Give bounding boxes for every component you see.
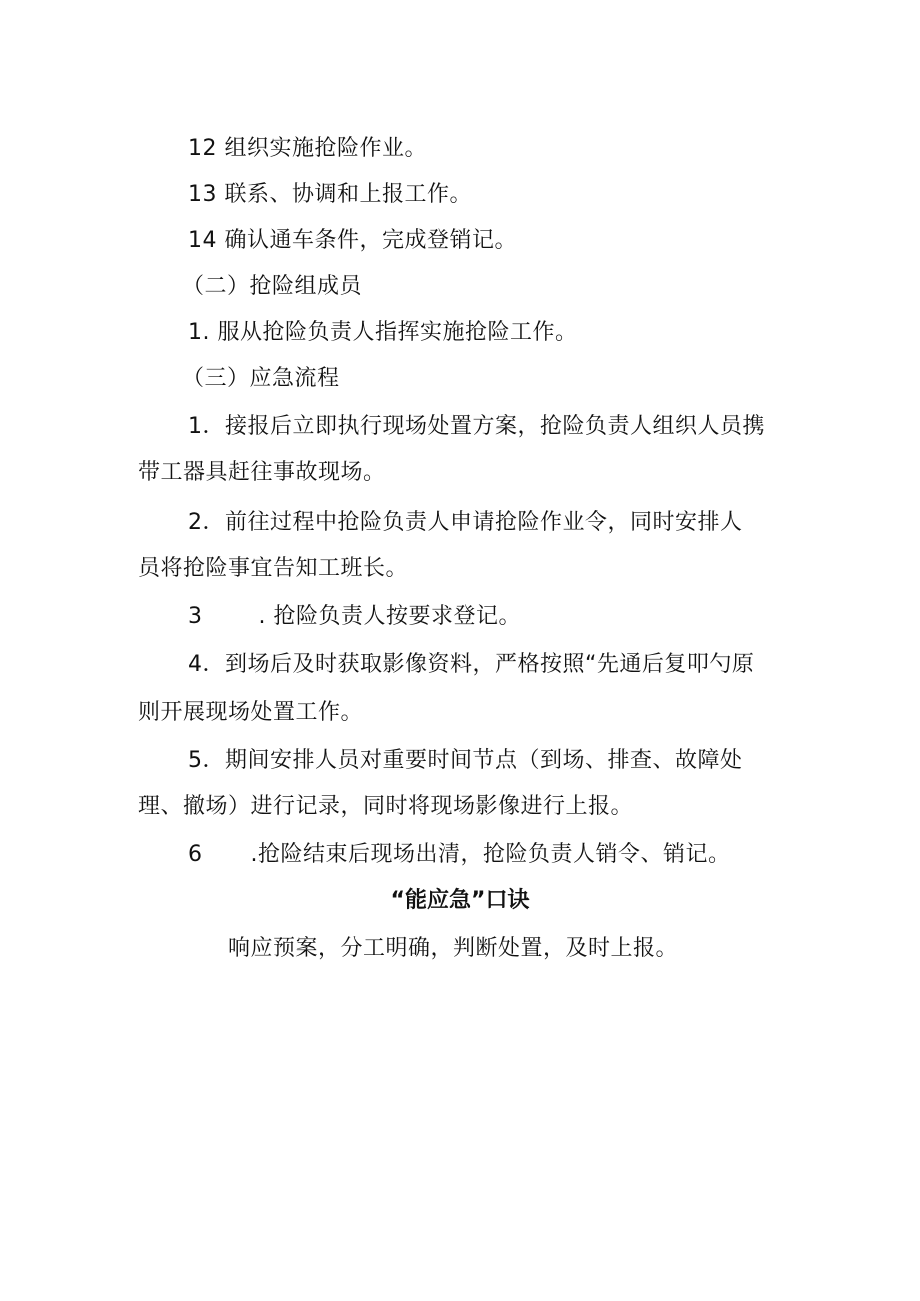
process-step-4-line-2: 则开展现场处置工作。 (138, 700, 364, 725)
member-item-1: 1. 服从抢险负责人指挥实施抢险工作。 (188, 320, 578, 345)
section-heading-process: （三）应急流程 (182, 366, 340, 391)
section-heading-members: （二）抢险组成员 (182, 274, 363, 299)
process-step-5-line-2: 理、撤场）进行记录，同时将现场影像进行上报。 (138, 794, 634, 819)
duty-item-13: 13 联系、协调和上报工作。 (188, 182, 472, 207)
process-step-1-line-1: 1．接报后立即执行现场处置方案，抢险负责人组织人员携 (188, 414, 765, 439)
slogan-text: 响应预案，分工明确，判断处置，及时上报。 (228, 936, 679, 961)
slogan-title: “能应急”口诀 (390, 888, 530, 913)
process-step-1-line-2: 带工器具赶往事故现场。 (138, 460, 386, 485)
process-step-3-text: . 抢险负责人按要求登记。 (258, 604, 521, 629)
process-step-6-text: .抢险结束后现场出清，抢险负责人销令、销记。 (250, 842, 731, 867)
process-step-3 (188, 602, 521, 632)
duty-item-14: 14 确认通车条件，完成登销记。 (188, 228, 517, 253)
duty-item-12: 12 组织实施抢险作业。 (188, 136, 427, 161)
process-step-2-line-2: 员将抢险事宜告知工班长。 (138, 556, 409, 581)
process-step-4-line-1: 4．到场后及时获取影像资料，严格按照“先通后复叩勺原 (188, 652, 755, 677)
process-step-3-number: 3 (188, 604, 203, 629)
process-step-2-line-1: 2．前往过程中抢险负责人申请抢险作业令，同时安排人 (188, 510, 743, 535)
process-step-6-number: 6 (188, 842, 203, 867)
process-step-5-line-1: 5．期间安排人员对重要时间节点（到场、排查、故障处 (188, 748, 743, 773)
process-step-6 (188, 840, 731, 870)
